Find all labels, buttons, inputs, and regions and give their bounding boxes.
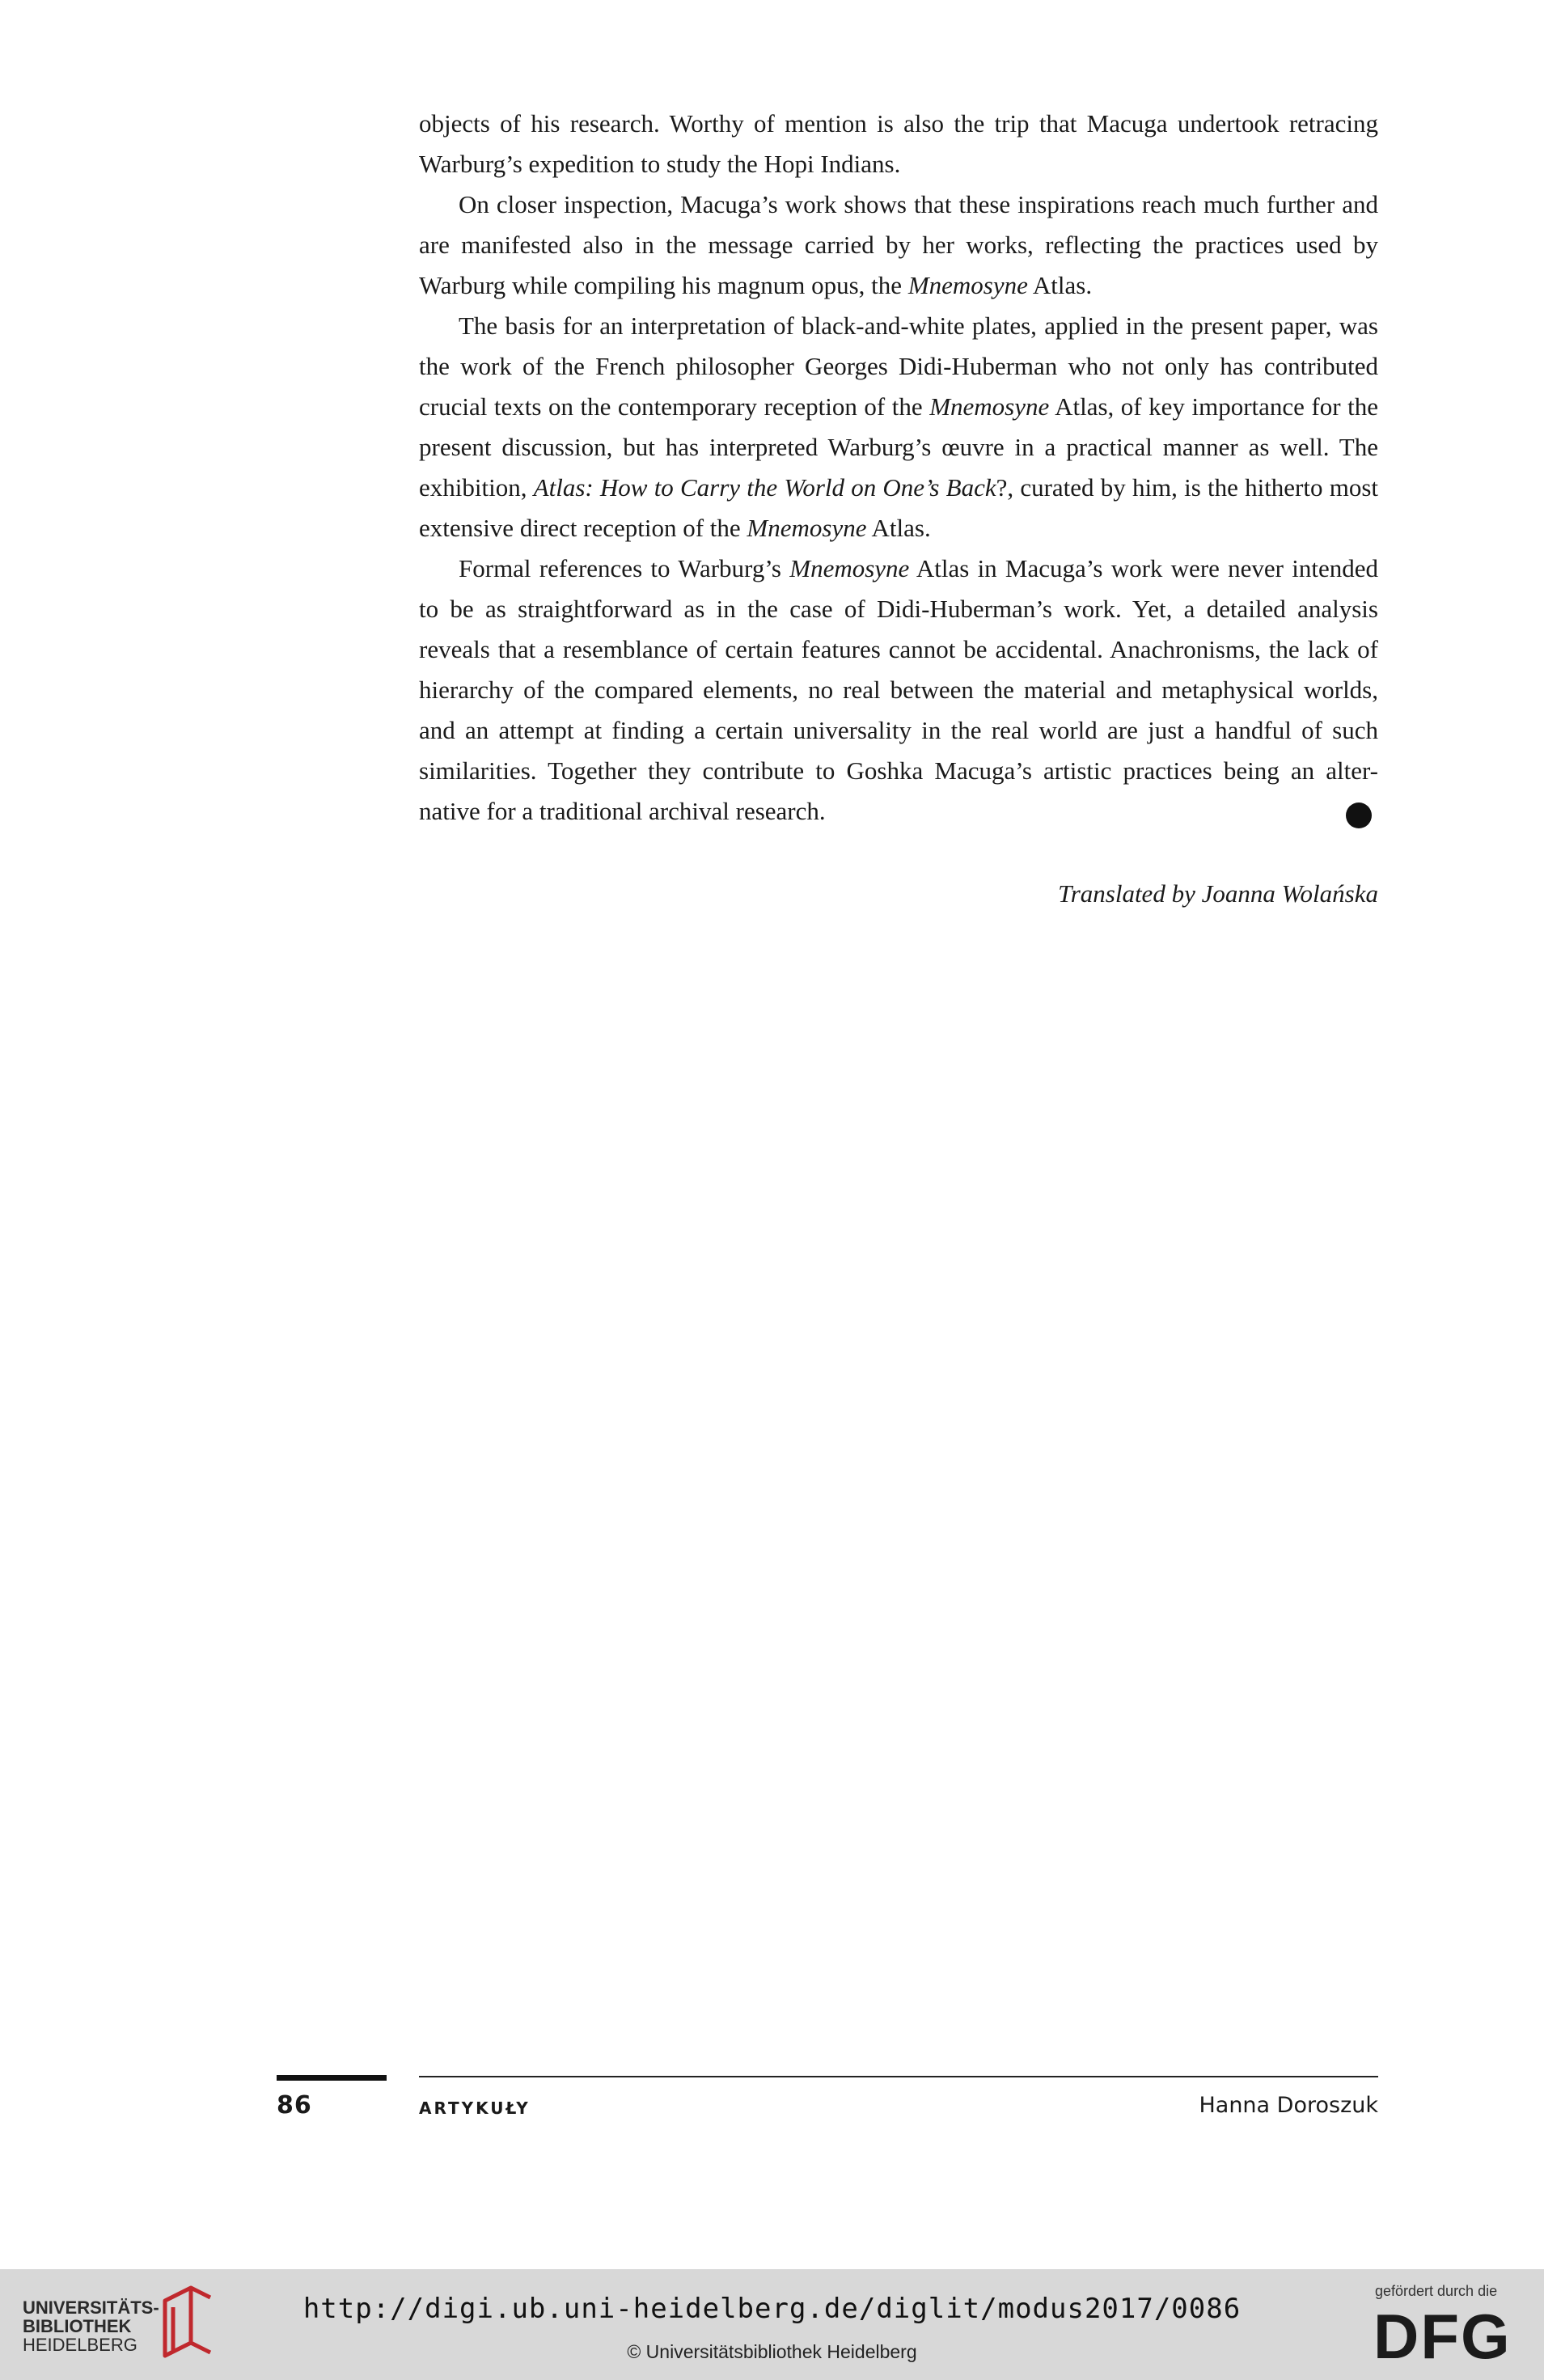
paragraph-text: Atlas. <box>866 514 931 542</box>
library-name-line3: HEIDELBERG <box>23 2335 137 2355</box>
paragraph <box>419 306 1378 548</box>
funding-caption: gefördert durch die <box>1375 2283 1498 2299</box>
footer-rule-long <box>419 2076 1378 2077</box>
library-name-line1: UNIVERSITÄTS- <box>23 2297 159 2318</box>
paragraph-text: On closer inspection, Macuga’s work shows that these inspirations reach much further and are manifested also in the message carried by her works, reflecting the practices used by Warburg while compiling his magnum opus, the <box>419 190 1378 299</box>
footer-rule-short <box>277 2075 387 2081</box>
italic-title: Mnemosyne <box>907 271 1028 299</box>
italic-title: Mnemosyne <box>747 514 867 542</box>
paragraph-text: Atlas in Macuga’s work were never intended to be as straightforward as in the case of Didi-Huberman’s work. Yet, a detailed analysis reveals that a resemblance of certain features cannot be accidental. Anachronisms, the lack of hierarchy of the compared elements, no real between the material and metaphysical worlds, and an attempt at finding a certain universality in the real world are just a handful of such similarities. Together they contribute to Goshka Macuga’s artistic practices being an alter-native for a traditional archival research. <box>419 554 1379 825</box>
dfg-logo: DFG <box>1373 2301 1512 2372</box>
end-of-article-mark <box>1346 803 1372 828</box>
source-url-link[interactable]: http://digi.ub.uni-heidelberg.de/diglit/modus2017/0086 <box>302 2293 1242 2325</box>
italic-title: Mnemosyne <box>789 554 910 582</box>
paragraph-text: The basis for an interpretation of black-and-white plates, applied in the present paper, was the work of the French philosopher Georges Didi-Huberman who not only has contributed crucial texts on the contemporary reception of the <box>419 311 1378 421</box>
library-name-line2: BIBLIOTHEK <box>23 2316 132 2336</box>
paragraph-text: Atlas. <box>1027 271 1093 299</box>
paragraph <box>419 104 1378 184</box>
section-label: ARTYKUŁY <box>419 2098 531 2118</box>
italic-title: Mnemosyne <box>929 392 1050 421</box>
article-body <box>419 104 1378 832</box>
translator-credit: Translated by Joanna Wolańska <box>1058 879 1378 908</box>
page-number: 86 <box>277 2091 312 2120</box>
italic-title: Atlas: How to Carry the World on One’s Back <box>533 473 996 502</box>
paragraph-text: objects of his research. Worthy of mention is also the trip that Macuga undertook retracing Warburg’s expedition to study the Hopi Indians. <box>419 109 1378 178</box>
paragraph-text: Formal references to Warburg’s <box>459 554 790 582</box>
author-name: Hanna Doroszuk <box>1199 2093 1378 2118</box>
paragraph <box>419 184 1378 306</box>
copyright-notice: © Universitätsbibliothek Heidelberg <box>627 2341 917 2362</box>
paragraph <box>419 548 1378 832</box>
paragraph-text: ?, curated by him, is the hitherto most extensive direct reception of the <box>419 473 1378 542</box>
paragraph-text: Atlas, of key importance for the present discussion, but has interpreted Warburg’s œuvre in a practical manner as well. The exhibition, <box>419 392 1378 502</box>
